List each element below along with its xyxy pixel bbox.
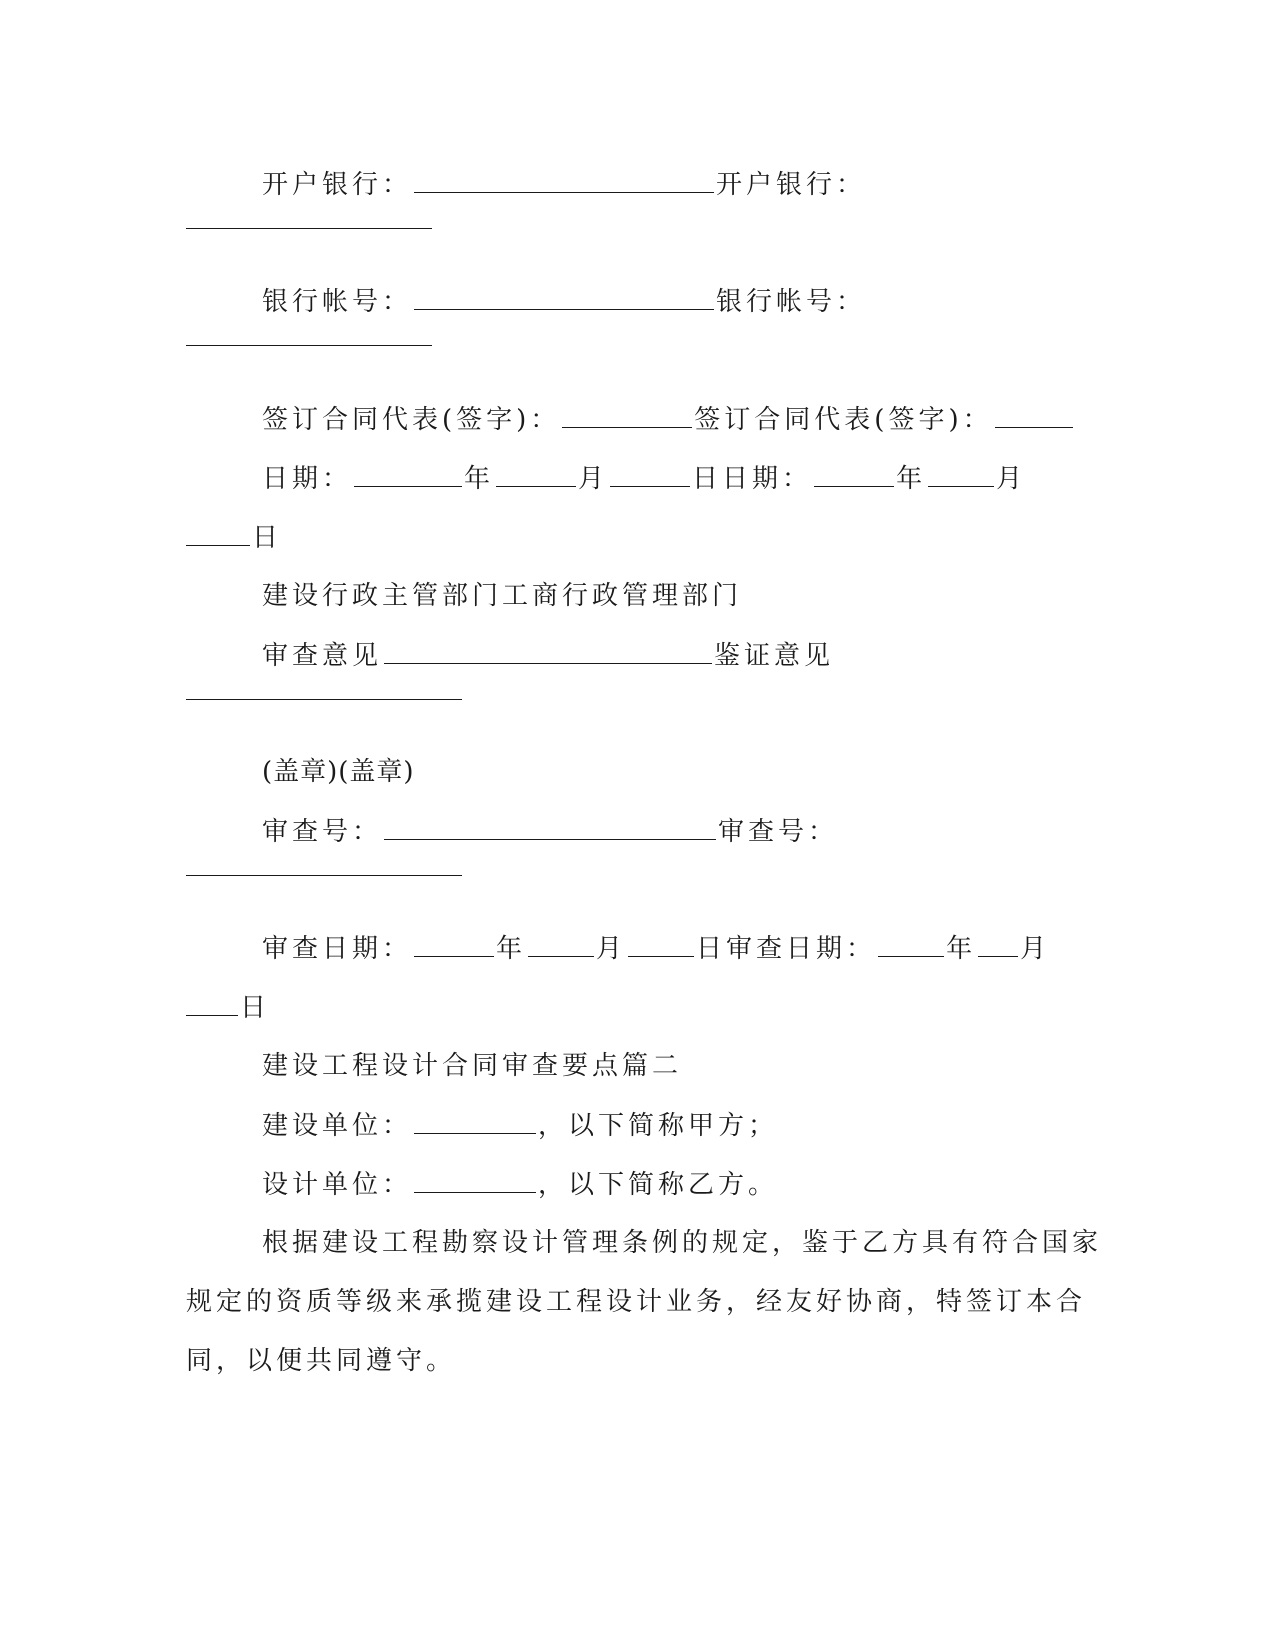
designer-suffix: ，以下简称乙方。 bbox=[538, 1170, 779, 1200]
account-blank-b[interactable] bbox=[186, 345, 432, 346]
opinion-row bbox=[262, 639, 834, 672]
month-b: 月 bbox=[996, 464, 1027, 494]
rep-label-b: 签订合同代表(签字)： bbox=[694, 405, 993, 435]
bank-label-a: 开户银行： bbox=[262, 170, 413, 200]
designer-blank[interactable] bbox=[414, 1168, 536, 1193]
review-day-blank-b[interactable] bbox=[186, 991, 238, 1016]
year-b: 年 bbox=[896, 464, 927, 494]
review-month-b: 月 bbox=[1020, 934, 1051, 964]
review-month-blank-a[interactable] bbox=[528, 932, 594, 957]
account-blank-a[interactable] bbox=[414, 285, 714, 310]
day-review-date-label-b: 日审查日期： bbox=[696, 934, 877, 964]
review-date-row bbox=[262, 932, 1050, 965]
review-year-blank-b[interactable] bbox=[878, 932, 944, 957]
paragraph-line-3: 同，以便共同遵守。 bbox=[186, 1346, 457, 1376]
bank-blank-b[interactable] bbox=[186, 228, 432, 229]
rep-blank-a[interactable] bbox=[562, 403, 692, 428]
bank-row bbox=[262, 168, 866, 201]
account-row bbox=[262, 285, 866, 318]
review-no-label-b: 审查号： bbox=[718, 817, 839, 847]
paragraph-line-1: 根据建设工程勘察设计管理条例的规定，鉴于乙方具有符合国家 bbox=[262, 1228, 1103, 1258]
section-title: 建设工程设计合同审查要点篇二 bbox=[262, 1051, 683, 1081]
review-date-row-cont bbox=[186, 991, 270, 1024]
date-year-blank-b[interactable] bbox=[814, 462, 894, 487]
authorities-line: 建设行政主管部门工商行政管理部门 bbox=[262, 581, 743, 611]
day-b: 日 bbox=[252, 523, 283, 553]
rep-label-a: 签订合同代表(签字)： bbox=[262, 405, 561, 435]
review-opinion-label: 审查意见 bbox=[262, 641, 383, 671]
review-day-b: 日 bbox=[240, 993, 271, 1023]
verify-opinion-blank[interactable] bbox=[186, 699, 462, 700]
bank-label-b: 开户银行： bbox=[716, 170, 867, 200]
month-a: 月 bbox=[578, 464, 609, 494]
representative-row bbox=[262, 403, 1075, 436]
designer-label: 设计单位： bbox=[262, 1170, 413, 1200]
client-suffix: ，以下简称甲方； bbox=[538, 1111, 779, 1141]
review-opinion-blank[interactable] bbox=[384, 639, 712, 664]
client-row bbox=[262, 1109, 778, 1142]
date-day-blank-a[interactable] bbox=[610, 462, 690, 487]
date-year-blank-a[interactable] bbox=[354, 462, 462, 487]
date-month-blank-b[interactable] bbox=[928, 462, 994, 487]
date-row bbox=[262, 462, 1026, 495]
account-label-a: 银行帐号： bbox=[262, 287, 413, 317]
date-label-a: 日期： bbox=[262, 464, 353, 494]
review-year-b: 年 bbox=[946, 934, 977, 964]
day-date-label-b: 日日期： bbox=[692, 464, 813, 494]
review-month-a: 月 bbox=[596, 934, 627, 964]
review-year-a: 年 bbox=[496, 934, 527, 964]
verify-opinion-label: 鉴证意见 bbox=[714, 641, 835, 671]
review-no-blank-b[interactable] bbox=[186, 875, 462, 876]
seals-line: (盖章)(盖章) bbox=[262, 757, 415, 787]
rep-blank-b[interactable] bbox=[995, 403, 1073, 428]
date-month-blank-a[interactable] bbox=[496, 462, 576, 487]
account-label-b: 银行帐号： bbox=[716, 287, 867, 317]
review-day-blank-a[interactable] bbox=[628, 932, 694, 957]
review-date-label-a: 审查日期： bbox=[262, 934, 413, 964]
review-year-blank-a[interactable] bbox=[414, 932, 494, 957]
paragraph-line-2: 规定的资质等级来承揽建设工程设计业务，经友好协商，特签订本合 bbox=[186, 1287, 1087, 1317]
date-day-blank-b[interactable] bbox=[186, 521, 250, 546]
client-blank[interactable] bbox=[414, 1109, 536, 1134]
review-no-blank-a[interactable] bbox=[384, 815, 716, 840]
year-a: 年 bbox=[464, 464, 495, 494]
review-no-label-a: 审查号： bbox=[262, 817, 383, 847]
date-row-cont bbox=[186, 521, 282, 554]
designer-row bbox=[262, 1168, 778, 1201]
bank-blank-a[interactable] bbox=[414, 168, 714, 193]
client-label: 建设单位： bbox=[262, 1111, 413, 1141]
review-number-row bbox=[262, 815, 838, 848]
review-month-blank-b[interactable] bbox=[978, 932, 1018, 957]
